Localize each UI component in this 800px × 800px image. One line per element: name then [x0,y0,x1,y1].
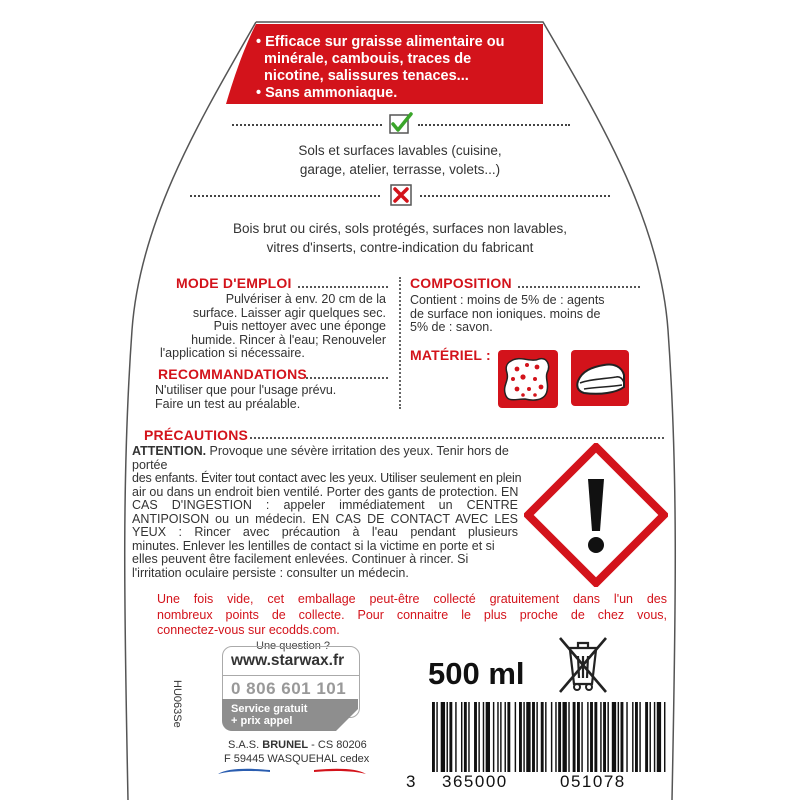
text-line: Faire un test au préalable. [155,396,301,411]
text-line: surface. Laisser agir quelques sec. [192,305,386,320]
divider [298,286,388,288]
barcode-bar [558,702,561,772]
recycling-text [157,592,667,639]
text-line: Pulvériser à env. 20 cm de la [225,292,386,306]
unsuitable-line: Bois brut ou cirés, sols protégés, surfaces non lavables, [233,221,567,236]
text-span: Provoque une sévère irritation des yeux. Tenir hors de portée [132,444,509,472]
text-line: Une fois vide, cet emballage peut-être collecté gratuitement dans l'un des [157,592,667,606]
mode-emploi-title: MODE D'EMPLOI [176,275,292,291]
composition-title: COMPOSITION [410,275,512,291]
barcode-bar [551,702,552,772]
flag-fr-right-icon [314,768,366,774]
company-address: F 59445 WASQUEHAL cedex [224,753,370,765]
product-code: HU063Se [171,680,183,728]
company-name: BRUNEL [262,739,309,751]
barcode-bar [581,702,582,772]
barcode-bar [497,702,498,772]
divider [306,377,388,379]
divider [418,124,570,126]
precautions-title: PRÉCAUTIONS [144,427,249,443]
barcode-bar [594,702,597,772]
barcode-digits-group2: 051078 [560,772,626,791]
volume: 500 ml [428,656,525,691]
text-line: elles peuvent être facilement enlevées. Continuer à rincer. Si [132,552,469,566]
barcode-bar [493,702,494,772]
barcode-bar [621,702,624,772]
barcode-bar [639,702,640,772]
barcode-bar [563,702,567,772]
barcode-bar [632,702,633,772]
barcode-bar [532,702,535,772]
banner [256,34,556,102]
barcode-bar [500,702,501,772]
service-badge [222,699,336,731]
text-line: l'irritation oculaire persiste : consulter un médecin. [132,565,409,580]
text-span: S.A.S. [228,739,263,751]
banner-line: • Efficace sur graisse alimentaire ou [256,34,505,50]
barcode-bar [577,702,580,772]
text-line: N'utiliser que pour l'usage prévu. [155,383,337,397]
barcode-bar [645,702,648,772]
precautions-lead: ATTENTION. [132,444,207,458]
service-line: Service gratuit [231,703,308,715]
text-line: humide. Rincer à l'eau; Renouveler [191,332,386,347]
barcode-digit-first: 3 [406,772,416,791]
banner-line: • Sans ammoniaque. [256,85,398,101]
divider [190,195,380,197]
barcode-bar [635,702,638,772]
text-line: air ou dans un endroit bien ventilé. Porter des gants de protection. EN [132,484,519,499]
service-badge-arrow [336,699,358,731]
text-span: - CS 80206 [308,739,367,751]
recommandations-title: RECOMMANDATIONS [158,366,307,382]
divider [420,195,610,197]
barcode-bar [478,702,479,772]
text-line: minutes. Enlever les lentilles de contact si la victime en porte et si [132,538,495,553]
barcode-bar [526,702,530,772]
barcode-bar [664,702,665,772]
materiel-title: MATÉRIEL : [410,347,491,363]
text-line: 5% de : savon. [410,320,493,334]
flag-fr-left-icon [218,768,270,774]
company-line [228,739,367,751]
barcode-bar [555,702,556,772]
text-line: ANTIPOISON ou un médecin. EN CAS DE CONTACT AVEC LES [132,511,518,526]
barcode-bar [607,702,608,772]
divider [222,675,360,676]
barcode-bar [650,702,651,772]
barcode-bar [441,702,445,772]
text-line: l'application si nécessaire. [160,346,305,360]
barcode-bar [603,702,606,772]
barcode-bar [449,702,452,772]
text-line [132,445,532,472]
barcode-bar [654,702,655,772]
suitable-surfaces [200,141,600,179]
barcode-bar [568,702,569,772]
barcode-bar [507,702,510,772]
divider [518,286,640,288]
barcode-bar [464,702,467,772]
divider [232,124,382,126]
barcode-bar [519,702,522,772]
barcode-bar [536,702,537,772]
barcode-bar [600,702,601,772]
barcode-bar [573,702,576,772]
suitable-line: garage, atelier, terrasse, volets...) [299,162,501,177]
barcode-bar [474,702,477,772]
barcode-bar [590,702,593,772]
barcode-bar [505,702,506,772]
composition-text [410,294,636,335]
text-line: des enfants. Éviter tout contact avec les yeux. Utiliser seulement en plein [132,471,522,485]
website-link[interactable]: www.starwax.fr [231,652,345,669]
mode-emploi-text [160,293,386,361]
barcode-bar [541,702,544,772]
barcode-bar [461,702,462,772]
barcode-bar [618,702,619,772]
divider [250,437,664,439]
sponge-icon [497,349,559,409]
service-line: + prix appel [231,715,293,727]
barcode-bar [455,702,456,772]
precautions-text [132,445,532,580]
barcode-bar [545,702,546,772]
barcode [430,702,670,778]
banner-line: nicotine, salissures tenaces... [256,68,469,84]
suitable-line: Sols et surfaces lavables (cuisine, [298,143,502,158]
column-divider [399,277,401,409]
exclamation-hazard-icon [524,443,668,587]
barcode-bar [587,702,588,772]
recommandations-text [155,384,385,411]
text-line: Contient : moins de 5% de : agents [410,293,605,307]
barcode-bar [447,702,448,772]
check-icon [389,112,413,136]
barcode-bar [612,702,616,772]
barcode-bar [483,702,484,772]
text-line: CAS D'INGESTION : appeler immédiatement un CENTRE [132,498,518,512]
cloth-icon [570,349,630,407]
barcode-bar [626,702,627,772]
cross-icon [390,184,412,206]
barcode-bar [436,702,437,772]
text-line: Puis nettoyer avec une éponge [213,319,386,333]
barcode-bar [468,702,469,772]
banner-line: minérale, cambouis, traces de [256,51,472,67]
unsuitable-surfaces [160,219,640,257]
contact-question: Une question ? [256,640,330,652]
text-line: connectez-vous sur ecodds.com. [157,623,340,637]
barcode-bar [523,702,524,772]
unsuitable-line: vitres d'inserts, contre-indication du fabricant [266,240,534,255]
text-line: de surface non ioniques. moins de [410,306,601,321]
barcode-bar [515,702,516,772]
barcode-bar [432,702,435,772]
phone-number: 0 806 601 101 [231,679,347,698]
text-line: nombreux points de collecte. Pour connaitre le plus proche de chez vous, [157,607,667,622]
crossed-bin-icon [556,634,610,694]
barcode-digits-group1: 365000 [442,772,508,791]
barcode-bar [486,702,490,772]
text-line: YEUX : Rincer avec précaution à l'eau pendant plusieurs [132,525,518,539]
barcode-bar [657,702,661,772]
